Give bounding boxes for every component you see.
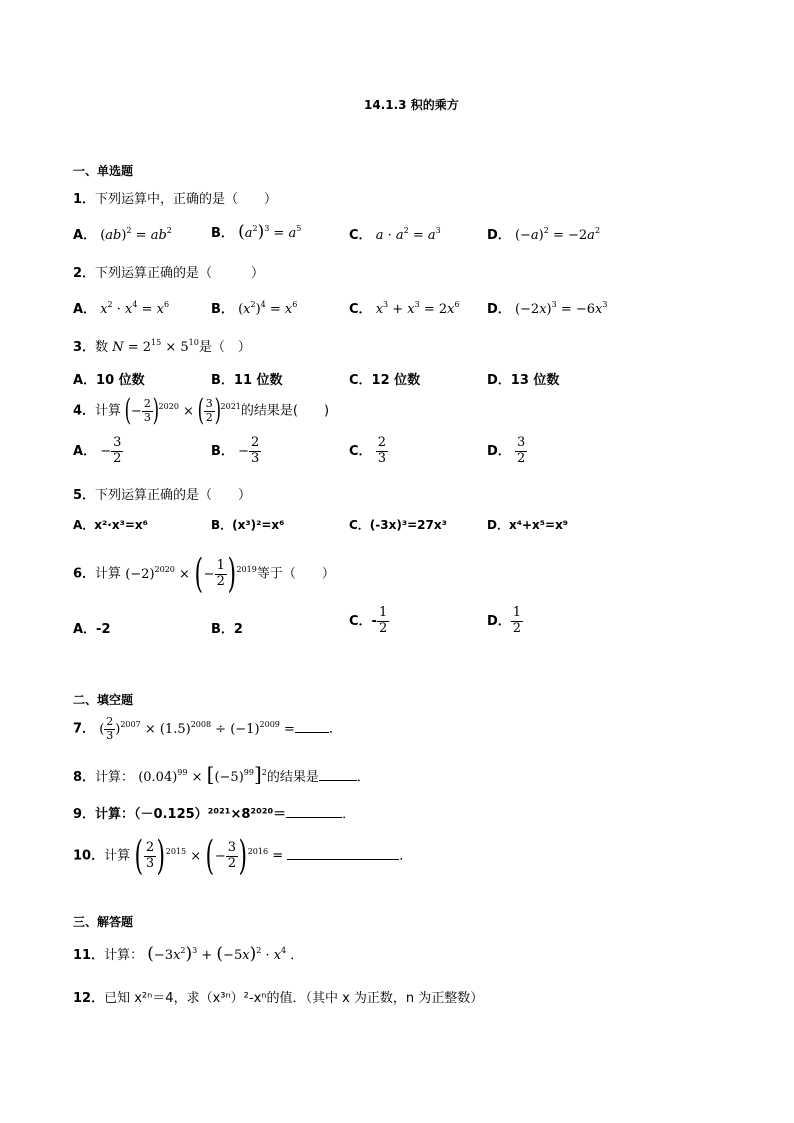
answer-blank [295, 731, 329, 733]
q5-option-b: B．(x³)²=x⁶ [211, 518, 285, 532]
question-number: 10． [73, 848, 105, 864]
q6-option-d: D． $\frac{1}{2}$ [487, 605, 522, 636]
question-5 [73, 484, 251, 503]
math-expression: − $\frac{2}{3}$ [238, 435, 260, 466]
q4-option-c: C． $\frac{2}{3}$ [349, 435, 386, 466]
q2-option-c: C． $x^3 + x^3 = 2x^6$ [349, 300, 460, 317]
question-7: 7． ( $\frac{2}{3}$ )$^{2007} \times (1.5)^{2008} \div (-1)^{2009}$ = ． [73, 715, 342, 742]
question-number: 2． [73, 266, 96, 281]
question-number: 6． [73, 566, 96, 582]
q3-option-d: D．13 位数 [487, 373, 560, 388]
math-expression: ( $\frac{2}{3}$ )$^{2007} \times (1.5)^{2008} \div (-1)^{2009}$ = [99, 715, 295, 742]
math-expression: (− $\frac{2}{3}$ )$^{2020}$ × ( $\frac{3}{2}$ )$^{2021}$ [124, 393, 241, 428]
math-expression: ( $\frac{2}{3}$ )$^{2015}$ × (− $\frac{3}{2}$ )$^{2016}$ [134, 833, 269, 879]
question-9: 9．计算：（－0.125）²⁰²¹×8²⁰²⁰＝ ． [73, 807, 356, 822]
question-number: 5． [73, 488, 96, 503]
answer-blank [319, 779, 357, 781]
math-expression: $(0.04)^{99} \times [(-5)^{99}]^2$ [138, 762, 267, 786]
math-expression: $\frac{2}{3}$ [377, 435, 386, 466]
question-number: 11． [73, 948, 105, 963]
question-number: 8． [73, 770, 96, 785]
section-heading-solve: 三、解答题 [73, 915, 134, 929]
q6-option-b: B．2 [211, 622, 243, 637]
math-expression: $N = 2^{15} \times 5^{10}$ [112, 338, 199, 355]
q5-option-c: C．(-3x)³=27x³ [349, 518, 447, 532]
q4-option-d: D． $\frac{3}{2}$ [487, 435, 526, 466]
math-expression: $\frac{3}{2}$ [516, 435, 526, 466]
math-expression: $a \cdot a^2 = a^3$ [375, 226, 441, 243]
question-number: 4． [73, 403, 96, 419]
question-3: 3．数 $N = 2^{15} \times 5^{10}$是（ ） [73, 338, 251, 355]
q1-option-b: B． $(a^2)^3 = a^5$ [211, 222, 302, 242]
math-expression: $x^3 + x^3 = 2x^6$ [375, 300, 460, 317]
q5-option-d: D．x⁴+x⁵=x⁹ [487, 518, 569, 532]
q1-option-c: C． $a \cdot a^2 = a^3$ [349, 226, 441, 243]
question-8: 8．计算： $(0.04)^{99} \times [(-5)^{99}]^2$的结果是 ． [73, 762, 370, 786]
q4-option-b: B． − $\frac{2}{3}$ [211, 435, 260, 466]
question-12 [73, 987, 483, 1006]
q6-option-a: A．-2 [73, 622, 111, 637]
page-title: 14.1.3 积的乘方 [364, 98, 459, 112]
math-expression: $(-3x^2)^3 + (-5x)^2 \cdot x^4$ [147, 944, 287, 964]
q2-option-d: D． $(-2x)^3 = -6x^3$ [487, 300, 608, 317]
q1-option-a: A． $(ab)^2 = ab^2$ [73, 226, 172, 243]
question-number: 7． [73, 721, 96, 737]
math-expression: $x^2 \cdot x^4 = x^6$ [100, 300, 170, 317]
q3-option-b: B．11 位数 [211, 373, 283, 388]
question-2 [73, 262, 264, 281]
q3-option-a: A．10 位数 [73, 373, 145, 388]
q4-option-a: A． − $\frac{3}{2}$ [73, 435, 122, 466]
q2-option-b: B． $(x^2)^4 = x^6$ [211, 300, 298, 317]
math-expression: $(ab)^2 = ab^2$ [100, 226, 172, 243]
question-number: 12． [73, 991, 105, 1006]
q6-option-c: C．- $\frac{1}{2}$ [349, 605, 388, 636]
math-expression: $(x^2)^4 = x^6$ [238, 300, 298, 317]
section-heading-fill-blank: 二、填空题 [73, 693, 134, 707]
math-expression: $(-a)^2 = -2a^2$ [514, 226, 601, 243]
question-10: 10．计算 ( $\frac{2}{3}$ )$^{2015}$ × (− $\frac{3}{2}$ )$^{2016}$ = ． [73, 833, 413, 879]
question-number: 1． [73, 192, 96, 207]
math-expression: $(a^2)^3 = a^5$ [238, 222, 302, 242]
question-11: 11．计算： $(-3x^2)^3 + (-5x)^2 \cdot x^4$ ． [73, 944, 304, 964]
answer-blank [286, 816, 342, 818]
question-4: 4．计算 (− $\frac{2}{3}$ )$^{2020}$ × ( $\frac{3}{2}$ )$^{2021}$的结果是( ) [73, 393, 330, 428]
question-number: 9． [73, 807, 96, 822]
question-stem: 下列运算正确的是（ ） [95, 488, 252, 503]
math-expression: $\frac{1}{2}$ [512, 605, 522, 636]
question-stem: 下列运算正确的是（ ） [95, 266, 265, 281]
math-expression: $(-2x)^3 = -6x^3$ [514, 300, 608, 317]
question-1 [73, 188, 277, 207]
question-stem: 已知 x²ⁿ＝4，求（x³ⁿ）²-xⁿ的值．（其中 x 为正数，n 为正整数） [104, 991, 484, 1006]
math-expression: − $\frac{3}{2}$ [100, 435, 122, 466]
math-expression: $\frac{1}{2}$ [378, 605, 388, 636]
question-stem: 下列运算中，正确的是（ ） [95, 192, 278, 207]
question-stem: 计算：（－0.125）²⁰²¹×8²⁰²⁰＝ [95, 807, 287, 822]
q3-option-c: C．12 位数 [349, 373, 421, 388]
math-expression: $(-2)^{2020}$ × (− $\frac{1}{2}$ )$^{2019}$ [125, 551, 257, 597]
q1-option-d: D． $(-a)^2 = -2a^2$ [487, 226, 601, 243]
section-heading-single-choice: 一、单选题 [73, 164, 134, 178]
answer-blank [287, 858, 399, 860]
q2-option-a: A． $x^2 \cdot x^4 = x^6$ [73, 300, 170, 317]
question-6: 6．计算 $(-2)^{2020}$ × (− $\frac{1}{2}$ )$^{2019}$等于（ ） [73, 551, 335, 597]
question-number: 3． [73, 340, 96, 355]
q5-option-a: A．x²·x³=x⁶ [73, 518, 148, 532]
